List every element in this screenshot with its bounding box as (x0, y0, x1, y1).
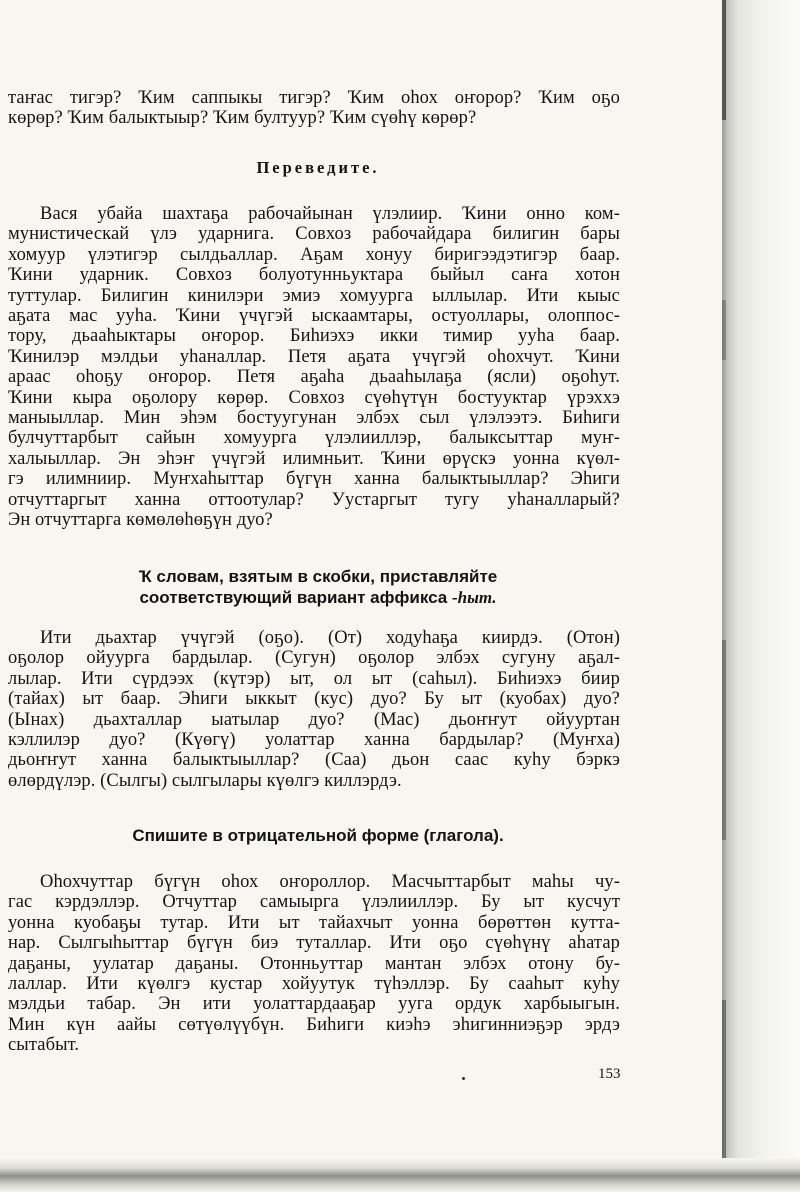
text-line: таҥас тигэр? Ҡим саппыкы тигэр? Ҡим оһох оҥорор? Ҡим оҕо (8, 88, 620, 108)
text-line: гэ илимниир. Муҥхаһыттар бүгүн ханна балыктыыллар? Эһиги (8, 469, 620, 490)
scan-streak (722, 640, 726, 840)
text-line: тору, дьааһыктары оҥорор. Биһиэхэ икки тимир ууһа баар. (8, 326, 620, 347)
text-line: сытабыт. (8, 1035, 80, 1056)
paragraph-affix-exercise (8, 628, 620, 791)
text-line: лылар. Ити сүрдээх (күтэр) ыт, ол ыт (саһыл). Биһиэхэ биир (8, 668, 620, 689)
text-line: Оһохчуттар бүгүн оһох оҥороллор. Масчыттарбыт маһы чу- (40, 872, 620, 892)
scan-speck (462, 1077, 465, 1080)
text-line: оҕолор ойуурга бардылар. (Сугун) оҕолор элбэх сугуну аҕал- (8, 648, 620, 669)
text-line: Мин күн аайы сөтүөлүүбүн. Биһиги киэһэ эһигинниэҕэр эрдэ (8, 1014, 620, 1035)
text-line: отчуттаргыт ханна оттоотулар? Уустаргыт тугу уһаналларый? (8, 489, 620, 510)
text-line: Ҡини ударник. Совхоз болуотунньуктара быйыл саҥа хотон (8, 265, 620, 286)
text-line: дьоҥҥут ханна балыктыыллар? (Саа) дьон саас куһу бэркэ (8, 750, 620, 771)
text-line: лаллар. Ити күөлгэ кустар хойуутук түһэллэр. Бу сааһыт куһу (8, 974, 620, 995)
text-line: кэллилэр дуо? (Күөгү) уолаттар ханна бардылар? (Муҥха) (8, 730, 620, 751)
text-line: Вася убайа шахтаҕа рабочайынан үлэлиир. Ҡини онно ком- (40, 204, 620, 224)
text-line: уонна куобаҕы тутар. Ити ыт тайахчыт уонна бөрөттөн кутта- (8, 912, 620, 933)
scan-streak (722, 1000, 726, 1160)
continued-text (8, 88, 620, 128)
text-line: Ити дьахтар үчүгэй (оҕо). (От) ходуһаҕа киирдэ. (Отон) (40, 628, 620, 648)
paragraph-negative-form (8, 872, 620, 1056)
text-line: маныыллар. Мин эһэм бостуугунан элбэх сыл үлэлээтэ. Биһиги (8, 408, 620, 429)
scan-streak (722, 300, 726, 360)
text-line: туттулар. Билигин кинилэри эмиэ хомуурга ыллылар. Ити кыыс (8, 285, 620, 306)
text-line: өлөрдүлэр. (Сылгы) сылгылары күөлгэ киллэрдэ. (8, 770, 402, 791)
text-line: (Ынах) дьахталлар ыатылар дуо? (Мас) дьоҥҥут ойууртан (8, 709, 620, 730)
text-line: көрөр? Ҡим балыктыыр? Ҡим бултуур? Ҡим сүөһү көрөр? (8, 108, 477, 128)
heading-line: Ҡ словам, взятым в скобки, приставляйте (138, 567, 498, 586)
heading-line: соответствующий вариант аффикса (139, 588, 452, 607)
text-line: (тайах) ыт баар. Эһиги ыккыт (кус) дуо? Бу ыт (куобах) дуо? (8, 689, 620, 710)
scan-edge-shadow (722, 0, 800, 1192)
scan-streak (722, 0, 726, 120)
text-line: даҕаны, уулатар даҕаны. Отонньуттар мантан элбэх отону бу- (8, 953, 620, 974)
text-line: Эн отчуттарга көмөлөһөҕүн дуо? (8, 510, 273, 531)
heading-negative-form: Спишите в отрицательной форме (глагола). (132, 826, 504, 845)
text-line: гас кэрдэллэр. Отчуттар самыырга үлэлииллэр. Бу ыт кусчут (8, 892, 620, 913)
text-line: араас оһоҕу оҥорор. Петя аҕаһа дьааһылаҕа (ясли) оҕоһут. (8, 367, 620, 388)
text-line: мунистическай үлэ ударнига. Совхоз рабочайдара билигин бары (8, 224, 620, 245)
text-line: халыыллар. Эн эһэҥ үчүгэй илимньит. Ҡини өрүскэ уонна күөл- (8, 448, 620, 469)
paragraph-translate (8, 204, 620, 531)
text-line: мэлдьи табар. Эн ити уолаттардааҕар ууга ордук харбыыгын. (8, 994, 620, 1015)
text-line: нар. Сылгыһыттар бүгүн биэ туталлар. Ити оҕо сүөһүнү аһатар (8, 933, 620, 954)
text-line: булчуттарбыт сайын хомуурга үлэлииллэр, балыксыттар муҥ- (8, 428, 620, 449)
text-line: Ҡинилэр мэлдьи уһаналлар. Петя аҕата үчүгэй оһохчут. Ҡини (8, 346, 620, 367)
heading-translate: Переведите. (256, 158, 380, 177)
text-line: аҕата мас ууһа. Ҡини үчүгэй ыскаамтары, остуоллары, олоппос- (8, 306, 620, 327)
scan-bottom-edge (0, 1158, 800, 1192)
text-line: хомуур үлэтигэр сылдьаллар. Аҕам хонуу биригээдэтигэр баар. (8, 244, 620, 265)
page-number: 153 (598, 1066, 621, 1082)
heading-affix-exercise (8, 566, 628, 608)
text-line: Ҡини кыра оҕолору көрөр. Совхоз сүөһүтүн бостууктар үрэххэ (8, 387, 620, 408)
affix-label: -һыт. (451, 588, 497, 607)
